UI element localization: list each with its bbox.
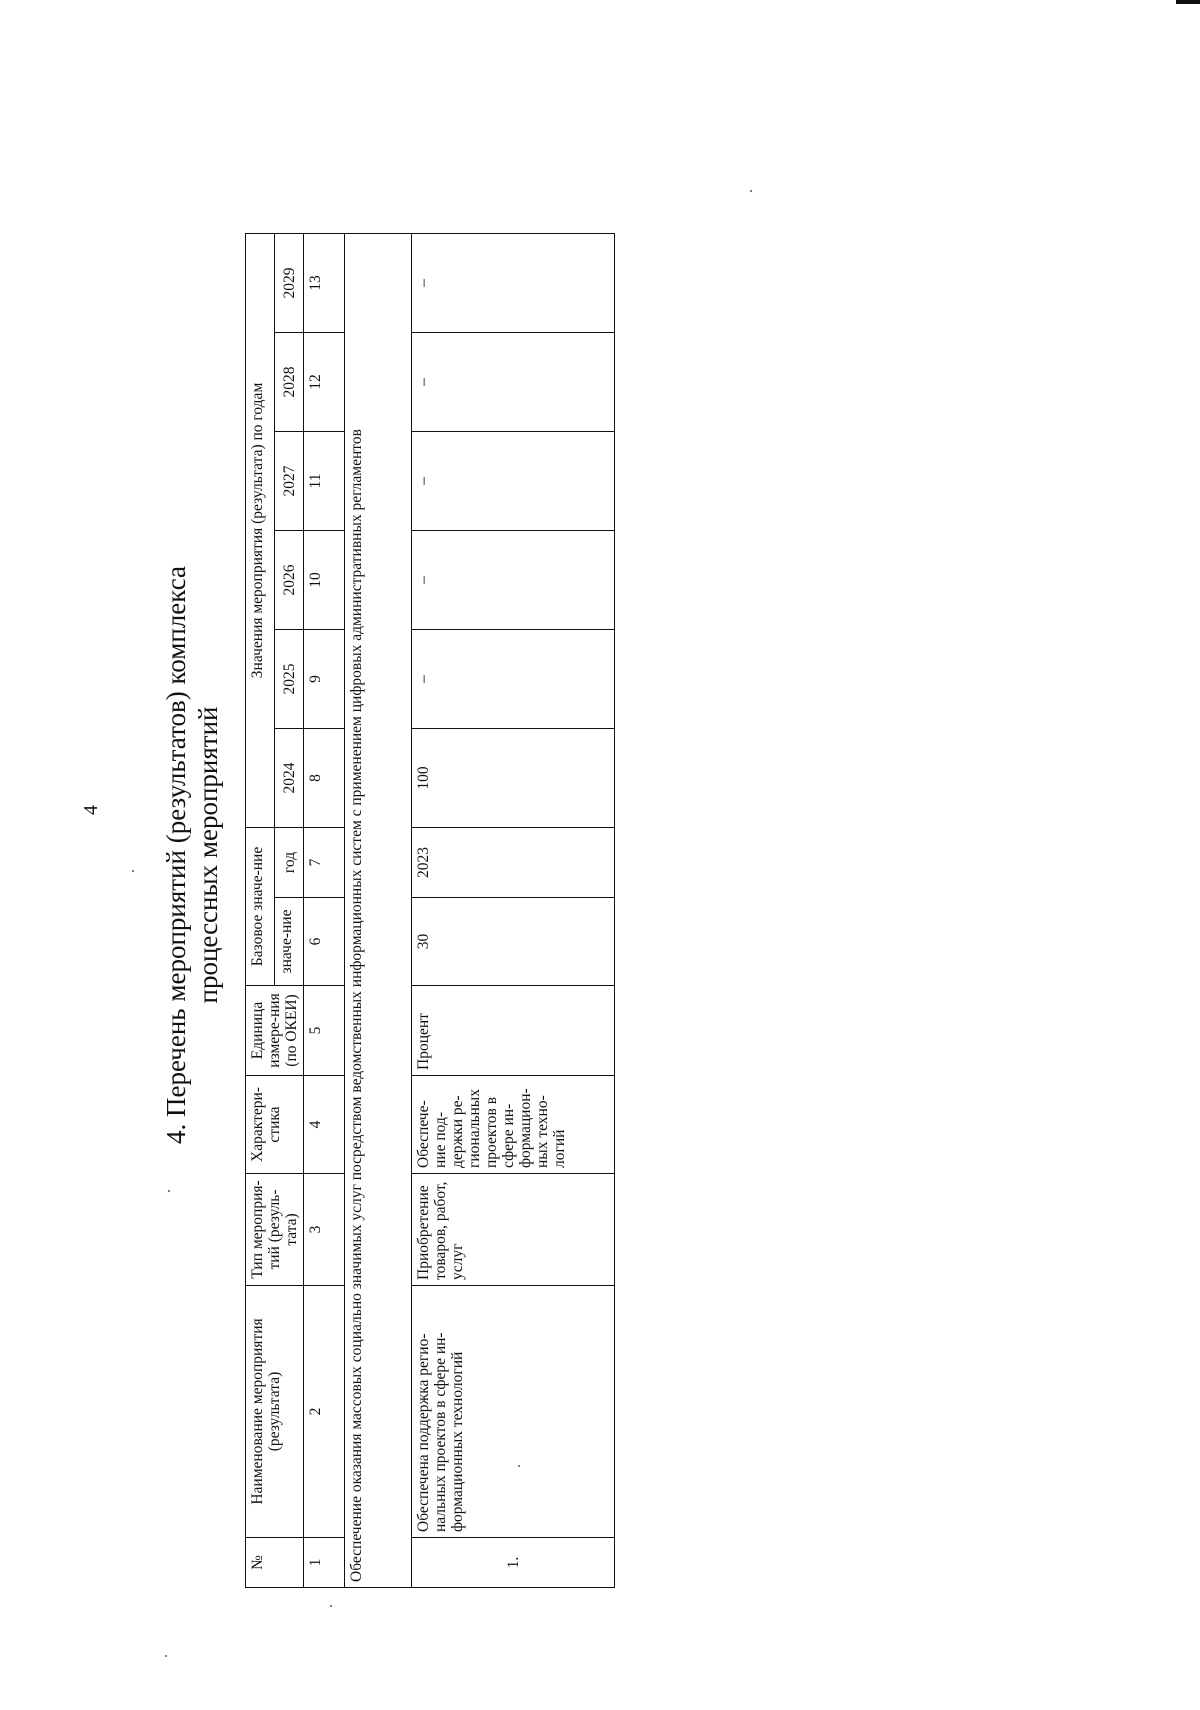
row-base-value: 30 bbox=[412, 898, 615, 986]
page-number: 4 bbox=[80, 805, 102, 815]
scan-speck bbox=[750, 190, 752, 192]
column-number: 10 bbox=[304, 530, 345, 629]
row-value-year: – bbox=[412, 233, 615, 332]
scan-speck bbox=[165, 1655, 167, 1657]
row-number: 1. bbox=[412, 1538, 615, 1588]
column-number: 9 bbox=[304, 629, 345, 728]
row-value-year: – bbox=[412, 629, 615, 728]
header-unit: Единица измере-ния (по ОКЕИ) bbox=[246, 986, 304, 1076]
column-number: 7 bbox=[304, 827, 345, 897]
column-number: 1 bbox=[304, 1538, 345, 1588]
header-name: Наименование мероприятия (результата) bbox=[246, 1286, 304, 1538]
header-characteristic: Характери-стика bbox=[246, 1076, 304, 1174]
column-number: 6 bbox=[304, 898, 345, 986]
table-row bbox=[412, 233, 615, 1587]
section-title: Обеспечение оказания массовых социально значимых услуг посредством ведомственных информационных систем с применением цифровых административных регламентов bbox=[345, 233, 412, 1587]
header-values-by-year: Значения мероприятия (результата) по годам bbox=[246, 233, 275, 827]
column-number: 11 bbox=[304, 431, 345, 530]
row-name: Обеспечена поддержка регио-нальных проектов в сфере ин-формационных технологий bbox=[412, 1286, 615, 1538]
header-row-1 bbox=[246, 233, 275, 1587]
row-value-year: – bbox=[412, 431, 615, 530]
header-year: 2025 bbox=[275, 629, 304, 728]
header-year: 2027 bbox=[275, 431, 304, 530]
column-number: 12 bbox=[304, 332, 345, 431]
scan-speck bbox=[518, 1465, 520, 1467]
scan-speck bbox=[168, 1190, 170, 1192]
column-number: 3 bbox=[304, 1174, 345, 1286]
row-base-year: 2023 bbox=[412, 827, 615, 897]
section-row bbox=[345, 233, 412, 1587]
header-year: 2029 bbox=[275, 233, 304, 332]
header-base: Базовое значе-ние bbox=[246, 827, 275, 985]
row-value-year: 100 bbox=[412, 728, 615, 827]
title-line-2: процессных мероприятий bbox=[193, 706, 223, 1004]
title-line-1: 4. Перечень мероприятий (результатов) комплекса bbox=[161, 566, 191, 1144]
header-num: № bbox=[246, 1538, 304, 1588]
header-year: 2028 bbox=[275, 332, 304, 431]
row-type: Приобретение товаров, работ, услуг bbox=[412, 1174, 615, 1286]
header-type: Тип мероприя-тий (резуль-тата) bbox=[246, 1174, 304, 1286]
scan-speck bbox=[132, 870, 134, 872]
document-title bbox=[160, 0, 224, 1710]
row-characteristic: Обеспече-ние под-держки ре-гиональных проектов в сфере ин-формацион-ных техно-логий bbox=[412, 1076, 615, 1174]
header-base-year: год bbox=[275, 827, 304, 897]
column-numbers-row bbox=[304, 233, 345, 1587]
measures-table bbox=[245, 233, 615, 1588]
column-number: 8 bbox=[304, 728, 345, 827]
column-number: 4 bbox=[304, 1076, 345, 1174]
row-value-year: – bbox=[412, 332, 615, 431]
header-year: 2026 bbox=[275, 530, 304, 629]
header-base-value: значе-ние bbox=[275, 898, 304, 986]
header-year: 2024 bbox=[275, 728, 304, 827]
row-unit: Процент bbox=[412, 986, 615, 1076]
column-number: 5 bbox=[304, 986, 345, 1076]
column-number: 13 bbox=[304, 233, 345, 332]
scan-speck bbox=[330, 1605, 332, 1607]
row-value-year: – bbox=[412, 530, 615, 629]
column-number: 2 bbox=[304, 1286, 345, 1538]
